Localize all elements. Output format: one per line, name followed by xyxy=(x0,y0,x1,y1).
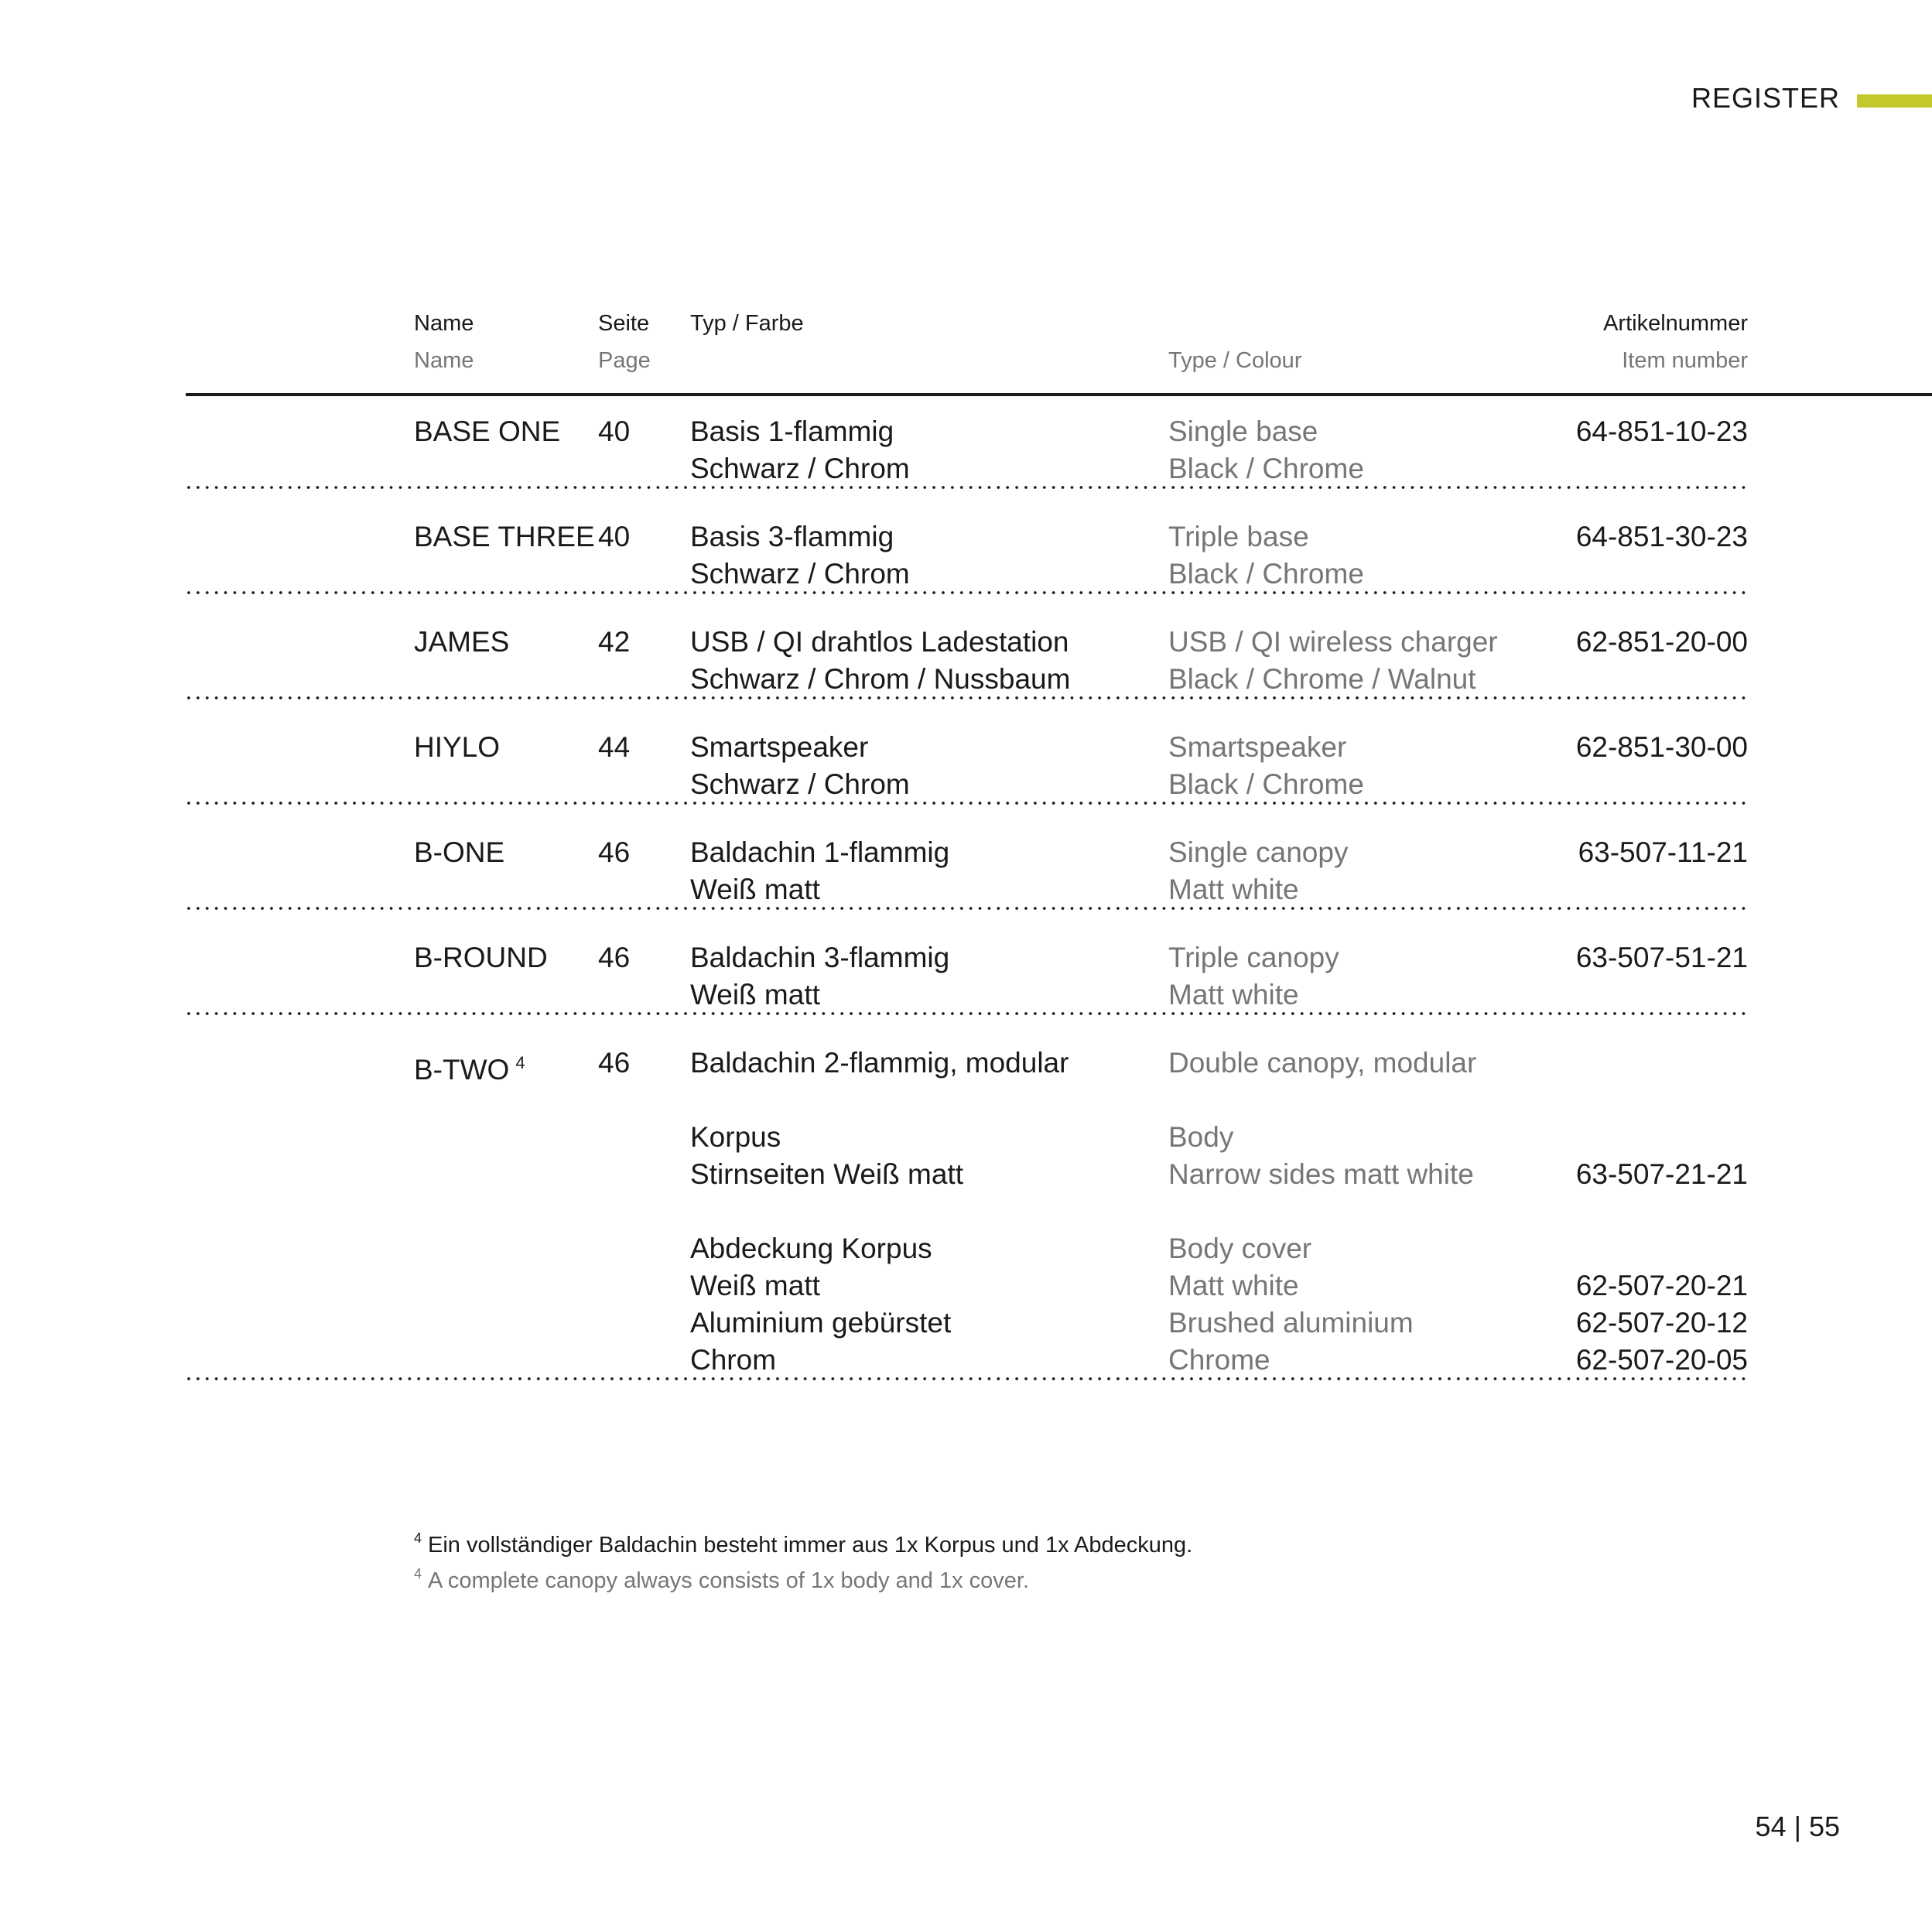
product-name-text: B-TWO xyxy=(414,1054,510,1086)
type-colour-en: Body cover xyxy=(1168,1233,1312,1264)
row-separator xyxy=(184,1012,1749,1015)
type-colour-de: Baldachin 2-flammig, modular xyxy=(690,1047,1069,1079)
type-colour-en: Body xyxy=(1168,1121,1234,1153)
row-separator xyxy=(184,486,1749,489)
page-number: 40 xyxy=(598,415,631,447)
type-colour-de: Weiß matt xyxy=(690,874,820,905)
type-colour-de: Stirnseiten Weiß matt xyxy=(690,1158,963,1190)
item-number: 62-507-20-12 xyxy=(1575,1307,1748,1339)
section-label: REGISTER xyxy=(1691,82,1840,114)
item-number: 62-507-20-21 xyxy=(1575,1270,1748,1301)
column-header-name: Name xyxy=(414,311,474,336)
type-colour-en: Single canopy xyxy=(1168,836,1349,868)
row-separator xyxy=(184,802,1749,805)
product-name: BASE THREE xyxy=(414,521,595,552)
page-number: 46 xyxy=(598,942,631,973)
footnote-mark: 4 xyxy=(414,1566,422,1582)
page-number: 46 xyxy=(598,836,631,868)
item-number: 63-507-51-21 xyxy=(1575,942,1748,973)
type-colour-de: Baldachin 1-flammig xyxy=(690,836,950,868)
product-name: B-ROUND xyxy=(414,942,548,973)
product-name xyxy=(414,1045,525,1089)
column-subheader-name: Name xyxy=(414,348,474,373)
type-colour-en: Black / Chrome / Walnut xyxy=(1168,663,1476,695)
type-colour-de: Schwarz / Chrom xyxy=(690,453,910,484)
type-colour-en: Brushed aluminium xyxy=(1168,1307,1414,1339)
column-subheader-page: Page xyxy=(598,348,651,373)
page-number: 44 xyxy=(598,731,631,763)
type-colour-en: Matt white xyxy=(1168,979,1299,1010)
type-colour-de: Abdeckung Korpus xyxy=(690,1233,932,1264)
footnote-en xyxy=(414,1556,1029,1599)
type-colour-en: Matt white xyxy=(1168,1270,1299,1301)
page-numbers: 54 | 55 xyxy=(1755,1811,1840,1842)
type-colour-en: Triple canopy xyxy=(1168,942,1339,973)
type-colour-de: Weiß matt xyxy=(690,1270,820,1301)
type-colour-de: Schwarz / Chrom xyxy=(690,558,910,590)
item-number: 62-507-20-05 xyxy=(1575,1344,1748,1376)
type-colour-en: Double canopy, modular xyxy=(1168,1047,1477,1079)
type-colour-en: Single base xyxy=(1168,415,1318,447)
page-number: 46 xyxy=(598,1047,631,1079)
footnote-mark: 4 xyxy=(414,1530,422,1546)
item-number: 64-851-30-23 xyxy=(1575,521,1748,552)
type-colour-de: Aluminium gebürstet xyxy=(690,1307,952,1339)
type-colour-de: Basis 3-flammig xyxy=(690,521,894,552)
item-number: 62-851-20-00 xyxy=(1575,626,1748,658)
page-number: 42 xyxy=(598,626,631,658)
item-number: 63-507-21-21 xyxy=(1575,1158,1748,1190)
item-number: 63-507-11-21 xyxy=(1578,836,1748,868)
type-colour-en: Black / Chrome xyxy=(1168,453,1364,484)
product-name: B-ONE xyxy=(414,836,505,868)
page-number: 40 xyxy=(598,521,631,552)
type-colour-en: Chrome xyxy=(1168,1344,1270,1376)
column-header-page: Seite xyxy=(598,311,650,336)
footnote-reference: 4 xyxy=(515,1053,525,1072)
type-colour-en: USB / QI wireless charger xyxy=(1168,626,1498,658)
type-colour-en: Black / Chrome xyxy=(1168,768,1364,800)
row-separator xyxy=(184,591,1749,594)
item-number: 64-851-10-23 xyxy=(1575,415,1748,447)
footnote-en-text: A complete canopy always consists of 1x body and 1x cover. xyxy=(428,1568,1029,1593)
type-colour-de: Baldachin 3-flammig xyxy=(690,942,950,973)
product-name: HIYLO xyxy=(414,731,501,763)
type-colour-en: Narrow sides matt white xyxy=(1168,1158,1474,1190)
type-colour-de: Korpus xyxy=(690,1121,781,1153)
product-name: BASE ONE xyxy=(414,415,561,447)
row-separator xyxy=(184,1377,1749,1380)
column-subheader-type: Type / Colour xyxy=(1168,348,1302,373)
type-colour-en: Smartspeaker xyxy=(1168,731,1347,763)
column-header-item-number: Artikelnummer xyxy=(1603,311,1748,336)
row-separator xyxy=(184,907,1749,910)
type-colour-de: Smartspeaker xyxy=(690,731,869,763)
product-name: JAMES xyxy=(414,626,510,658)
row-separator xyxy=(184,696,1749,699)
column-header-type: Typ / Farbe xyxy=(690,311,804,336)
footnote-de-text: Ein vollständiger Baldachin besteht immer aus 1x Korpus und 1x Abdeckung. xyxy=(428,1533,1193,1558)
type-colour-en: Matt white xyxy=(1168,874,1299,905)
column-subheader-item-number: Item number xyxy=(1622,348,1748,373)
type-colour-de: Schwarz / Chrom xyxy=(690,768,910,800)
type-colour-en: Triple base xyxy=(1168,521,1309,552)
item-number: 62-851-30-00 xyxy=(1575,731,1748,763)
type-colour-de: USB / QI drahtlos Ladestation xyxy=(690,626,1069,658)
type-colour-de: Basis 1-flammig xyxy=(690,415,894,447)
type-colour-de: Weiß matt xyxy=(690,979,820,1010)
type-colour-de: Chrom xyxy=(690,1344,777,1376)
type-colour-de: Schwarz / Chrom / Nussbaum xyxy=(690,663,1071,695)
type-colour-en: Black / Chrome xyxy=(1168,558,1364,590)
